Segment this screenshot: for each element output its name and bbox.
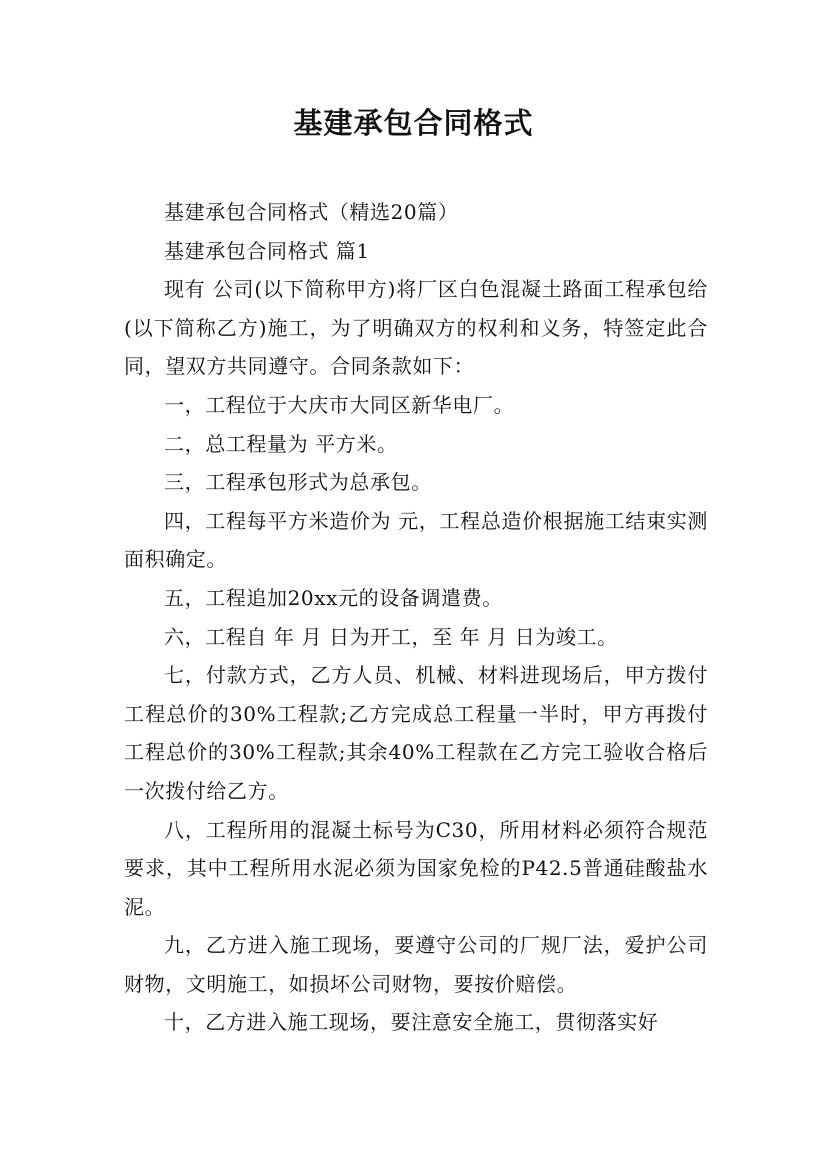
paragraph-subtitle: 基建承包合同格式（精选20篇） [164, 200, 459, 224]
clause-6: 六，工程自 年 月 日为开工，至 年 月 日为竣工。 [164, 624, 618, 649]
clause-8: 八，工程所用的混凝土标号为C30，所用材料必须符合规范要求，其中工程所用水泥必须为国家免检的P42.5普通硅酸盐水泥。 [124, 817, 708, 919]
clause-3: 三，工程承包形式为总承包。 [164, 470, 432, 495]
clause-2: 二，总工程量为 平方米。 [164, 431, 398, 456]
paragraph-intro: 现有 公司(以下简称甲方)将厂区白色混凝土路面工程承包给 (以下简称乙方)施工，为了明确双方的权利和义务，特签定此合同，望双方共同遵守。合同条款如下： [124, 277, 708, 379]
paragraph-section-heading: 基建承包合同格式 篇1 [164, 238, 370, 263]
clause-9: 九，乙方进入施工现场，要遵守公司的厂规厂法，爱护公司财物，文明施工，如损坏公司财物，要按价赔偿。 [124, 933, 708, 996]
clause-5: 五，工程追加20xx元的设备调遣费。 [164, 585, 503, 610]
clause-4: 四，工程每平方米造价为 元，工程总造价根据施工结束实测面积确定。 [124, 508, 708, 572]
clause-1: 一，工程位于大庆市大同区新华电厂。 [164, 392, 515, 417]
document-body [124, 193, 708, 1042]
document-title: 基建承包合同格式 [293, 106, 534, 140]
clause-7: 七，付款方式，乙方人员、机械、材料进现场后，甲方拨付工程总价的30%工程款;乙方完成总工程量一半时，甲方再拨付工程总价的30%工程款;其余40%工程款在乙方完工验收合格后一次拨付给乙方。 [124, 663, 708, 803]
clause-10: 十，乙方进入施工现场，要注意安全施工，贯彻落实好 [164, 1010, 659, 1035]
